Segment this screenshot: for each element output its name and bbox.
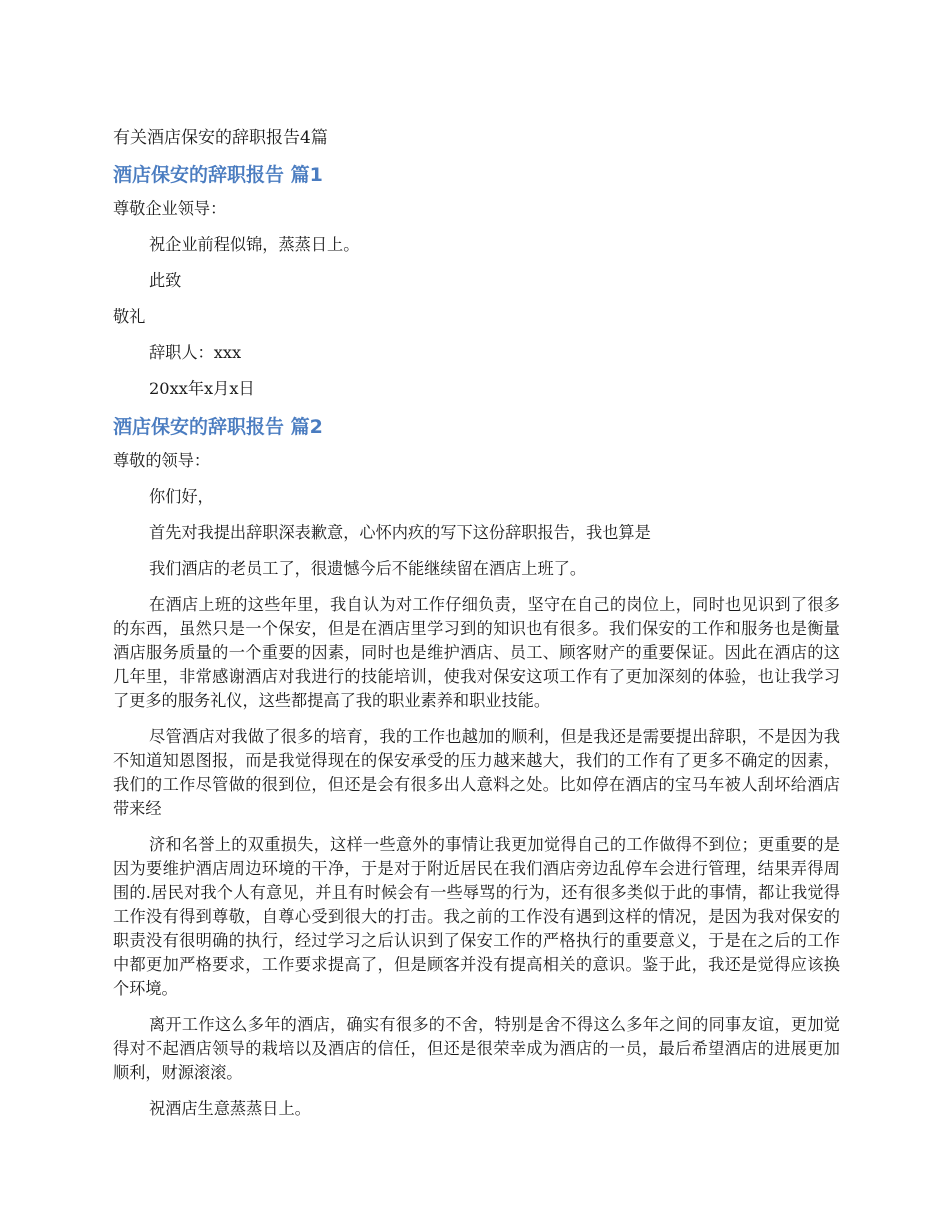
wish-1: 祝企业前程似锦，蒸蒸日上。 [149, 235, 360, 254]
paragraph: 离开工作这么多年的酒店，确实有很多的不舍，特别是舍不得这么多年之间的同事友谊，更加觉得对不起酒店领导的栽培以及酒店的信任，但还是很荣幸成为酒店的一员，最后希望酒店的进展更加顺利，财源滚滚。 [113, 1015, 840, 1082]
paragraph: 首先对我提出辞职深表歉意，心怀内疚的写下这份辞职报告，我也算是 [149, 523, 651, 542]
section-heading-2: 酒店保安的辞职报告 篇2 [113, 416, 323, 438]
paragraph: 祝酒店生意蒸蒸日上。 [149, 1099, 311, 1118]
section-heading-1: 酒店保安的辞职报告 篇1 [113, 164, 323, 186]
paragraph: 济和名誉上的双重损失，这样一些意外的事情让我更加觉得自己的工作做得不到位；更重要的是因为要维护酒店周边环境的干净，于是对于附近居民在我们酒店旁边乱停车会进行管理，结果弄得周围的.居民对我个人有意见，并且有时候会有一些辱骂的行为，还有很多类似于此的事情，都让我觉得工作没有得到尊敬，自尊心受到很大的打击。我之前的工作没有遇到这样的情况，是因为我对保安的职责没有很明确的执行，经过学习之后认识到了保安工作的严格执行的重要意义，于是在之后的工作中都更加严格要求，工作要求提高了，但是顾客并没有提高相关的意识。鉴于此，我还是觉得应该换个环境。 [113, 835, 840, 998]
signer: 辞职人：xxx [149, 343, 242, 362]
closing-2: 敬礼 [113, 307, 146, 326]
paragraph: 在酒店上班的这些年里，我自认为对工作仔细负责，坚守在自己的岗位上，同时也见识到了很多的东西，虽然只是一个保安，但是在酒店里学习到的知识也有很多。我们保安的工作和服务也是衡量酒店服务质量的一个重要的因素，同时也是维护酒店、员工、顾客财产的重要保证。因此在酒店的这几年里，非常感谢酒店对我进行的技能培训，使我对保安这项工作有了更加深刻的体验，也让我学习了更多的服务礼仪，这些都提高了我的职业素养和职业技能。 [113, 595, 840, 710]
document-title: 有关酒店保安的辞职报告4篇 [113, 128, 328, 148]
paragraph: 尽管酒店对我做了很多的培育，我的工作也越加的顺利，但是我还是需要提出辞职，不是因为我不知道知恩图报，而是我觉得现在的保安承受的压力越来越大，我们的工作有了更多不确定的因素，我们的工作尽管做的很到位，但还是会有很多出人意料之处。比如停在酒店的宝马车被人刮坏给酒店带来经 [113, 727, 840, 818]
closing-1: 此致 [149, 271, 182, 290]
document-page [113, 125, 840, 1133]
paragraph: 你们好， [149, 487, 214, 506]
salutation-2: 尊敬的领导： [113, 451, 211, 470]
date: 20xx年x月x日 [149, 379, 255, 398]
paragraph: 我们酒店的老员工了，很遗憾今后不能继续留在酒店上班了。 [149, 559, 587, 578]
salutation-1: 尊敬企业领导： [113, 199, 227, 218]
